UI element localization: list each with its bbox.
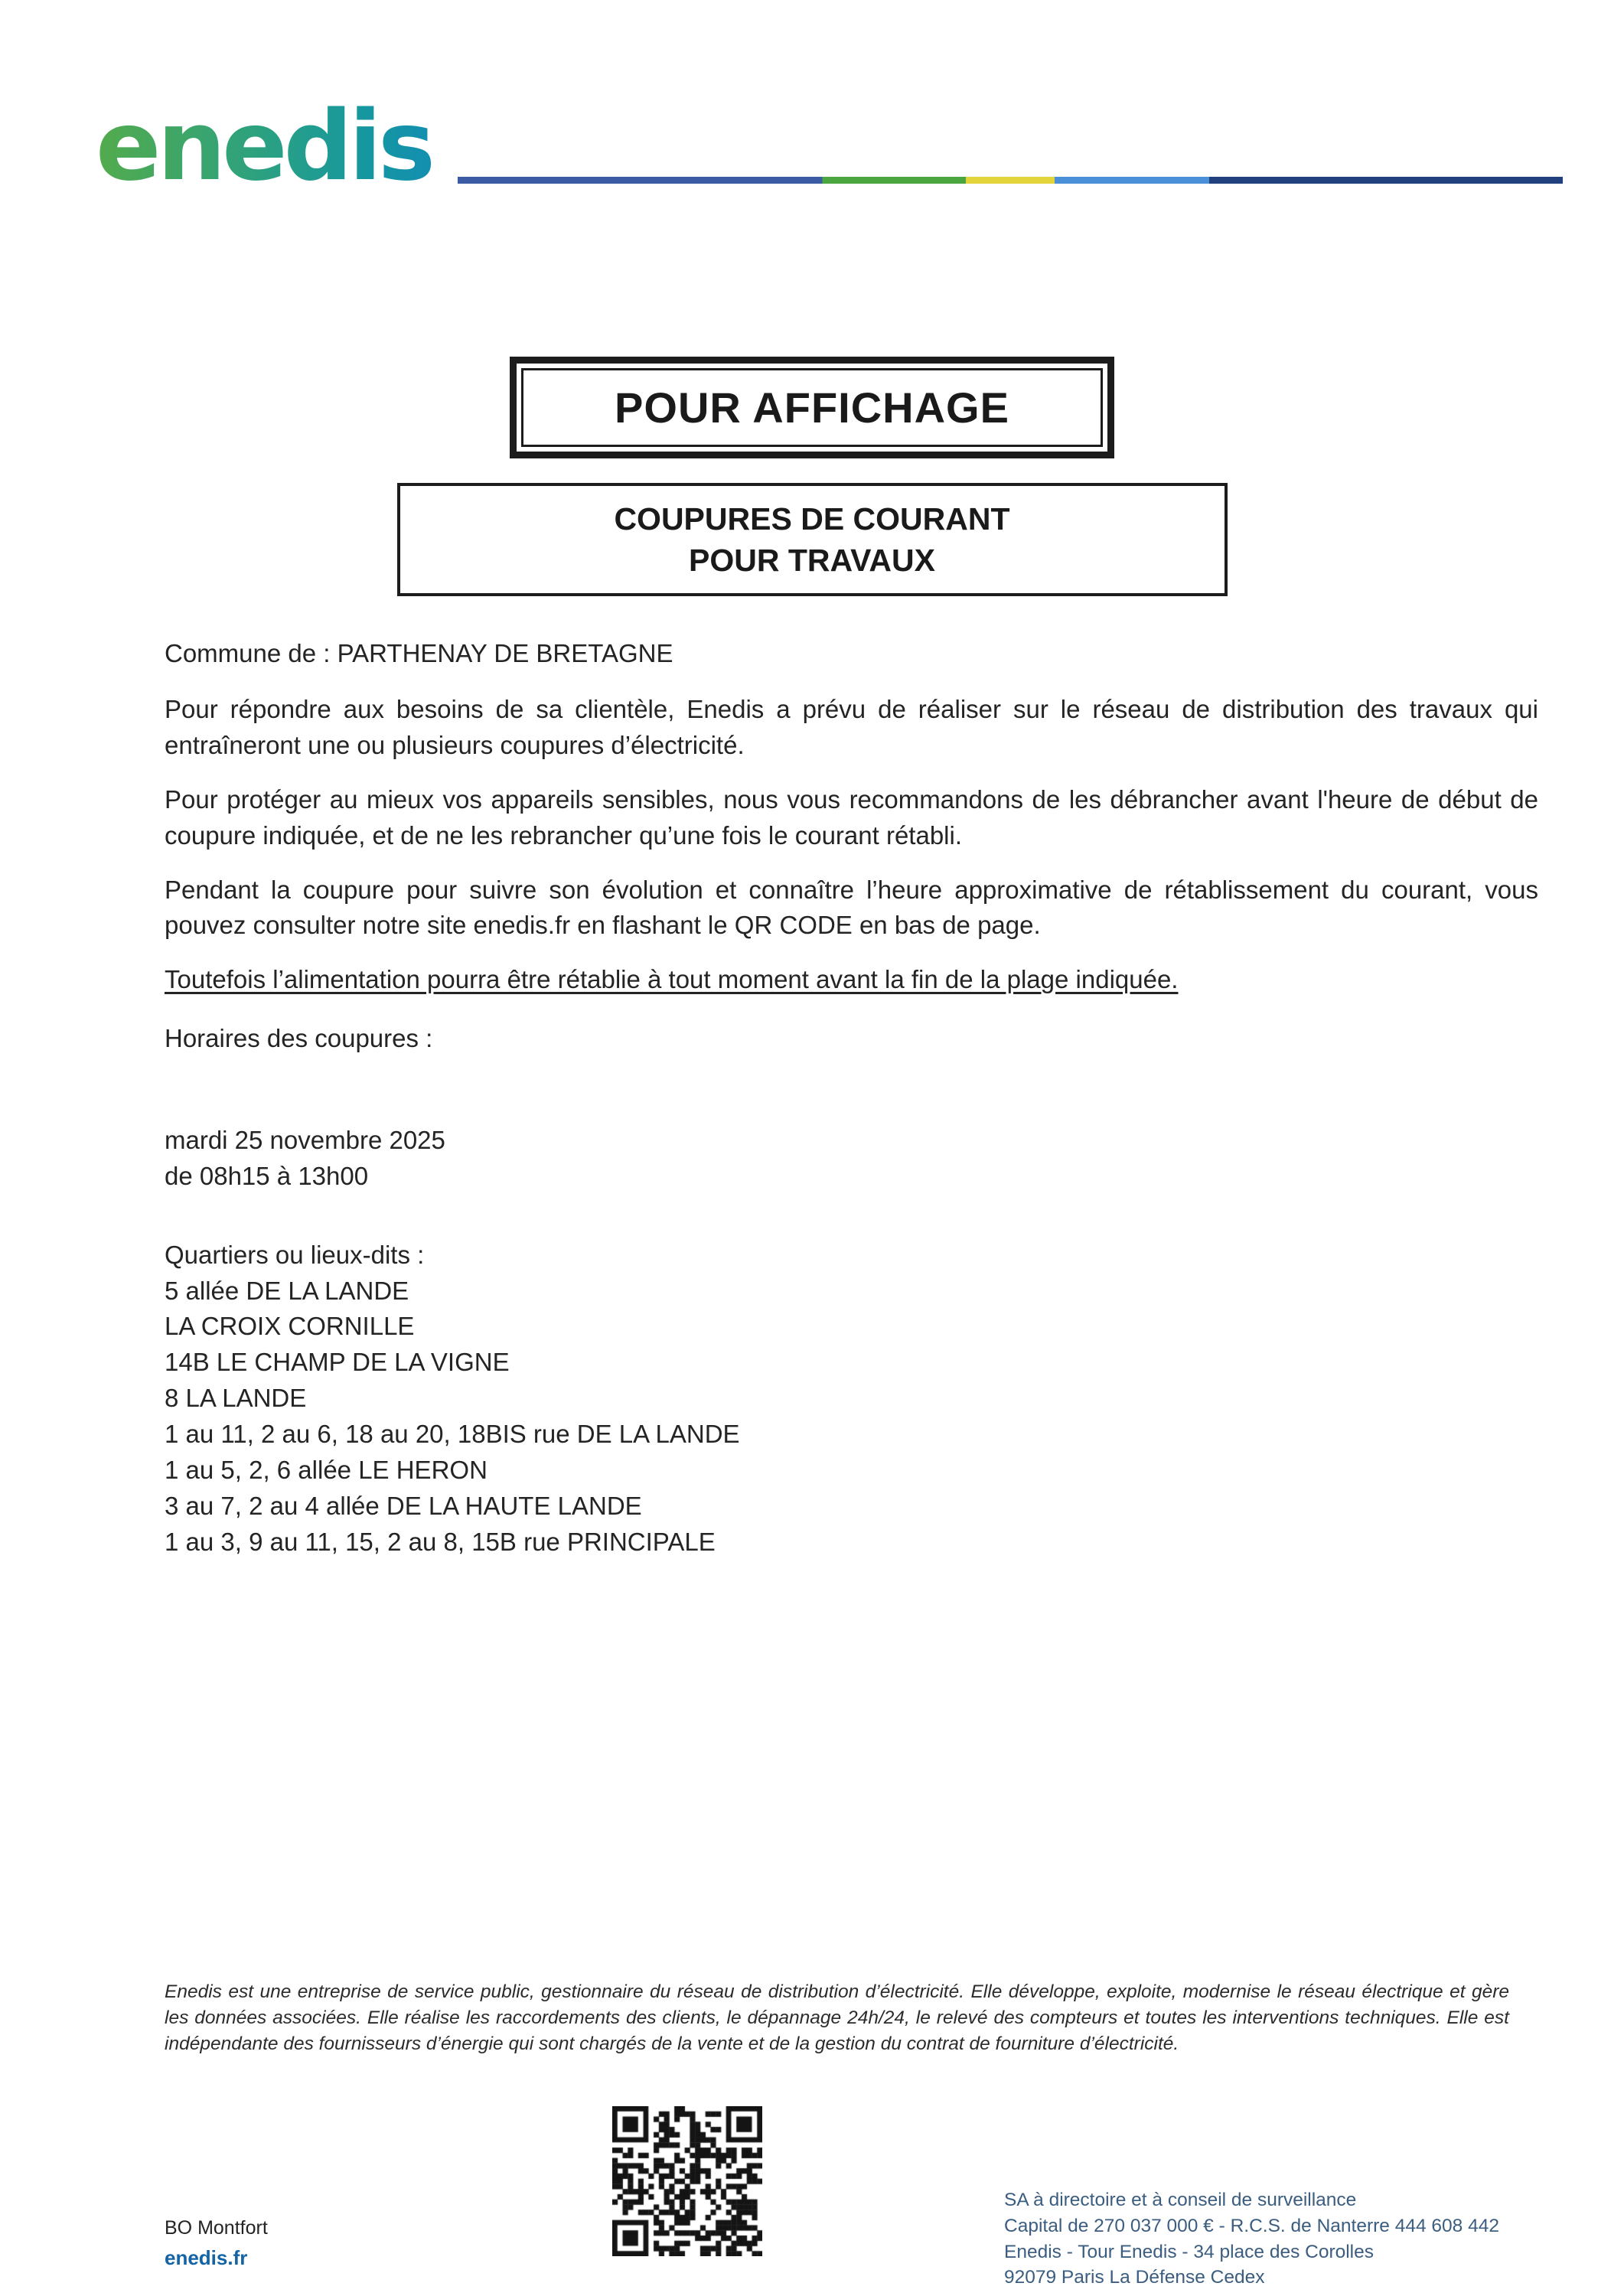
- district-item: 5 allée DE LA LANDE: [165, 1276, 409, 1305]
- about-enedis-text: Enedis est une entreprise de service public, gestionnaire du réseau de distribution d’électricité. Elle développe, exploite, modernise le réseau électrique et gère les données associées. Elle réalise les raccordements des clients, le dépannage 24h/24, le relevé des compteurs et toutes les interventions techniques. Elle est indépendante des fournisseurs d’énergie qui sont chargés de la vente et de la gestion du contrat de fourniture d’électricité.: [165, 1981, 1509, 2054]
- affichage-banner-inner: [521, 368, 1103, 447]
- website-link: enedis.fr: [165, 2245, 248, 2269]
- schedule-date: mardi 25 novembre 2025: [165, 1125, 445, 1154]
- paragraph-qrcode-info: Pendant la coupure pour suivre son évolution et connaître l’heure approximative de rétablissement du courant, vous pouvez consulter notre site enedis.fr en flashant le QR CODE en bas de page.: [165, 875, 1538, 940]
- schedule-block: [165, 1123, 1538, 1195]
- logo-row: [96, 90, 1563, 202]
- district-item: 1 au 11, 2 au 6, 18 au 20, 18BIS rue DE LA LANDE: [165, 1419, 740, 1448]
- underlined-note: Toutefois l’alimentation pourra être rétablie à tout moment avant la fin de la plage indiquée.: [165, 965, 1179, 994]
- legal-line: Capital de 270 037 000 € - R.C.S. de Nanterre 444 608 442: [1004, 2215, 1499, 2236]
- paragraph-advice: Pour protéger au mieux vos appareils sensibles, nous vous recommandons de les débrancher avant l'heure de début de coupure indiquée, et de ne les rebrancher qu’une fois le courant rétabli.: [165, 784, 1538, 850]
- district-item: 8 LA LANDE: [165, 1384, 307, 1413]
- legal-line: 92079 Paris La Défense Cedex: [1004, 2267, 1265, 2288]
- legal-line: Enedis - Tour Enedis - 34 place des Corolles: [1004, 2241, 1375, 2262]
- office-block: [165, 2214, 268, 2273]
- body-content: [165, 636, 1538, 1560]
- commune-line: Commune de : PARTHENAY DE BRETAGNE: [165, 639, 673, 668]
- district-item: 14B LE CHAMP DE LA VIGNE: [165, 1348, 510, 1377]
- district-item: 3 au 7, 2 au 4 allée DE LA HAUTE LANDE: [165, 1491, 642, 1520]
- notice-title-line2: POUR TRAVAUX: [689, 543, 935, 579]
- qr-code: [612, 2106, 762, 2256]
- notice-title-line1: COUPURES DE COURANT: [614, 501, 1010, 536]
- legal-line: SA à directoire et à conseil de surveillance: [1004, 2190, 1357, 2210]
- office-label: BO Montfort: [165, 2217, 268, 2239]
- legal-block: [1004, 2187, 1499, 2291]
- schedule-label: Horaires des coupures :: [165, 1024, 433, 1053]
- district-item: 1 au 3, 9 au 11, 15, 2 au 8, 15B rue PRINCIPALE: [165, 1527, 716, 1556]
- logo-underline-bar: [458, 177, 1563, 184]
- district-item: LA CROIX CORNILLE: [165, 1312, 415, 1341]
- schedule-time: de 08h15 à 13h00: [165, 1161, 369, 1190]
- paragraph-intro: Pour répondre aux besoins de sa clientèle, Enedis a prévu de réaliser sur le réseau de distribution des travaux qui entraîneront une ou plusieurs coupures d’électricité.: [165, 695, 1538, 759]
- enedis-logo: enedis: [96, 90, 432, 202]
- districts-block: [165, 1238, 1538, 1561]
- banner-title: POUR AFFICHAGE: [615, 383, 1009, 432]
- districts-label: Quartiers ou lieux-dits :: [165, 1240, 425, 1269]
- notice-box: [397, 483, 1228, 596]
- affichage-banner: [510, 357, 1114, 458]
- district-item: 1 au 5, 2, 6 allée LE HERON: [165, 1455, 488, 1484]
